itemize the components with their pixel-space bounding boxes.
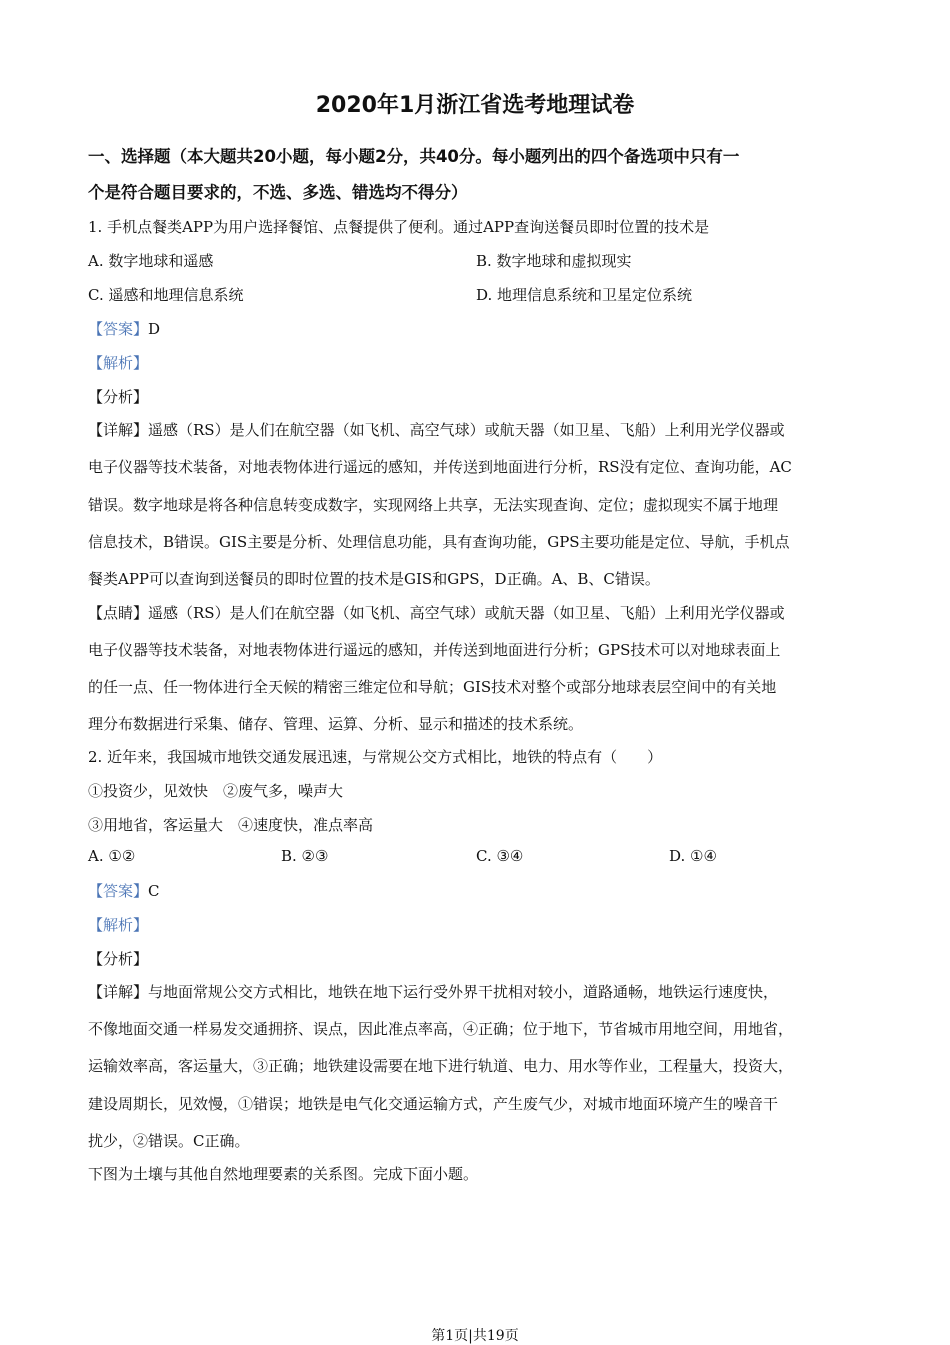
q1-fenxi-tag: 【分析】 — [88, 388, 149, 406]
q2-option-a: A. ①② — [88, 847, 136, 865]
q1-dianjing-line-3: 的任一点、任一物体进行全天候的精密三维定位和导航；GIS技术对整个或部分地球表层空间中的有关地 — [88, 678, 777, 696]
answer-tag: 【答案】 — [88, 320, 149, 338]
q2-option-c: C. ③④ — [476, 847, 524, 865]
answer-tag: 【答案】 — [88, 882, 149, 900]
dianjing-tag: 【点睛】 — [88, 604, 149, 622]
q1-jiexi-tag: 【解析】 — [88, 354, 149, 372]
q2-fenxi-tag: 【分析】 — [88, 950, 149, 968]
q1-dianjing-line-1 — [88, 602, 785, 623]
q1-detail-line-5: 餐类APP可以查询到送餐员的即时位置的技术是GIS和GPS，D正确。A、B、C错误。 — [88, 570, 660, 588]
q1-stem: 1. 手机点餐类APP为用户选择餐馆、点餐提供了便利。通过APP查询送餐员即时位置的技术是 — [88, 218, 710, 236]
section-heading-line-1: 一、选择题（本大题共20小题，每小题2分，共40分。每小题列出的四个备选项中只有一 — [88, 147, 740, 166]
q1-detail-line-4: 信息技术，B错误。GIS主要是分析、处理信息功能，具有查询功能，GPS主要功能是定位、导航，手机点 — [88, 533, 790, 551]
q2-stem: 2. 近年来，我国城市地铁交通发展迅速，与常规公交方式相比，地铁的特点有（ ） — [88, 748, 663, 766]
q2-detail-line-4: 建设周期长，见效慢，①错误；地铁是电气化交通运输方式，产生废气少，对城市地面环境产生的噪音干 — [88, 1095, 779, 1113]
q1-dianjing-text: 遥感（RS）是人们在航空器（如飞机、高空气球）或航天器（如卫星、飞船）上利用光学仪器或 — [148, 604, 785, 622]
q1-dianjing-line-2: 电子仪器等技术装备，对地表物体进行遥远的感知，并传送到地面进行分析；GPS技术可以对地球表面上 — [88, 641, 781, 659]
detail-tag: 【详解】 — [88, 421, 149, 439]
q1-detail-line-2: 电子仪器等技术装备，对地表物体进行遥远的感知，并传送到地面进行分析，RS没有定位、查询功能，AC — [88, 458, 792, 476]
next-question-intro: 下图为土壤与其他自然地理要素的关系图。完成下面小题。 — [88, 1165, 479, 1183]
q1-answer: D — [148, 320, 161, 338]
q1-option-c: C. 遥感和地理信息系统 — [88, 286, 244, 304]
q2-items-line-1: ①投资少，见效快 ②废气多，噪声大 — [88, 782, 344, 800]
section-heading-line-2: 个是符合题目要求的，不选、多选、错选均不得分） — [88, 183, 468, 202]
q2-detail-text: 与地面常规公交方式相比，地铁在地下运行受外界干扰相对较小，道路通畅，地铁运行速度快， — [148, 983, 779, 1001]
q2-detail-line-3: 运输效率高，客运量大，③正确；地铁建设需要在地下进行轨道、电力、用水等作业，工程量大，投资大， — [88, 1057, 794, 1075]
detail-tag: 【详解】 — [88, 983, 149, 1001]
q1-answer-line — [88, 318, 160, 339]
page-title: 2020年1月浙江省选考地理试卷 — [315, 93, 635, 118]
q1-detail-text: 遥感（RS）是人们在航空器（如飞机、高空气球）或航天器（如卫星、飞船）上利用光学仪器或 — [148, 421, 785, 439]
q2-option-d: D. ①④ — [669, 847, 717, 865]
q2-detail-line-2: 不像地面交通一样易发交通拥挤、误点，因此准点率高，④正确；位于地下，节省城市用地空间，用地省， — [88, 1020, 794, 1038]
q2-answer-line — [88, 880, 160, 901]
q2-detail-line-1 — [88, 981, 778, 1002]
q1-detail-line-3: 错误。数字地球是将各种信息转变成数字，实现网络上共享，无法实现查询、定位；虚拟现实不属于地理 — [88, 496, 779, 514]
q2-items-line-2: ③用地省，客运量大 ④速度快，准点率高 — [88, 816, 374, 834]
q1-option-a: A. 数字地球和遥感 — [88, 252, 214, 270]
q1-detail-line-1 — [88, 419, 785, 440]
q2-detail-line-5: 扰少，②错误。C正确。 — [88, 1132, 250, 1150]
page-footer: 第1页|共19页 — [431, 1328, 519, 1344]
q2-option-b: B. ②③ — [281, 847, 329, 865]
q1-option-b: B. 数字地球和虚拟现实 — [476, 252, 632, 270]
q1-option-d: D. 地理信息系统和卫星定位系统 — [476, 286, 693, 304]
q2-jiexi-tag: 【解析】 — [88, 916, 149, 934]
q2-answer: C — [148, 882, 160, 900]
q1-dianjing-line-4: 理分布数据进行采集、储存、管理、运算、分析、显示和描述的技术系统。 — [88, 715, 584, 733]
